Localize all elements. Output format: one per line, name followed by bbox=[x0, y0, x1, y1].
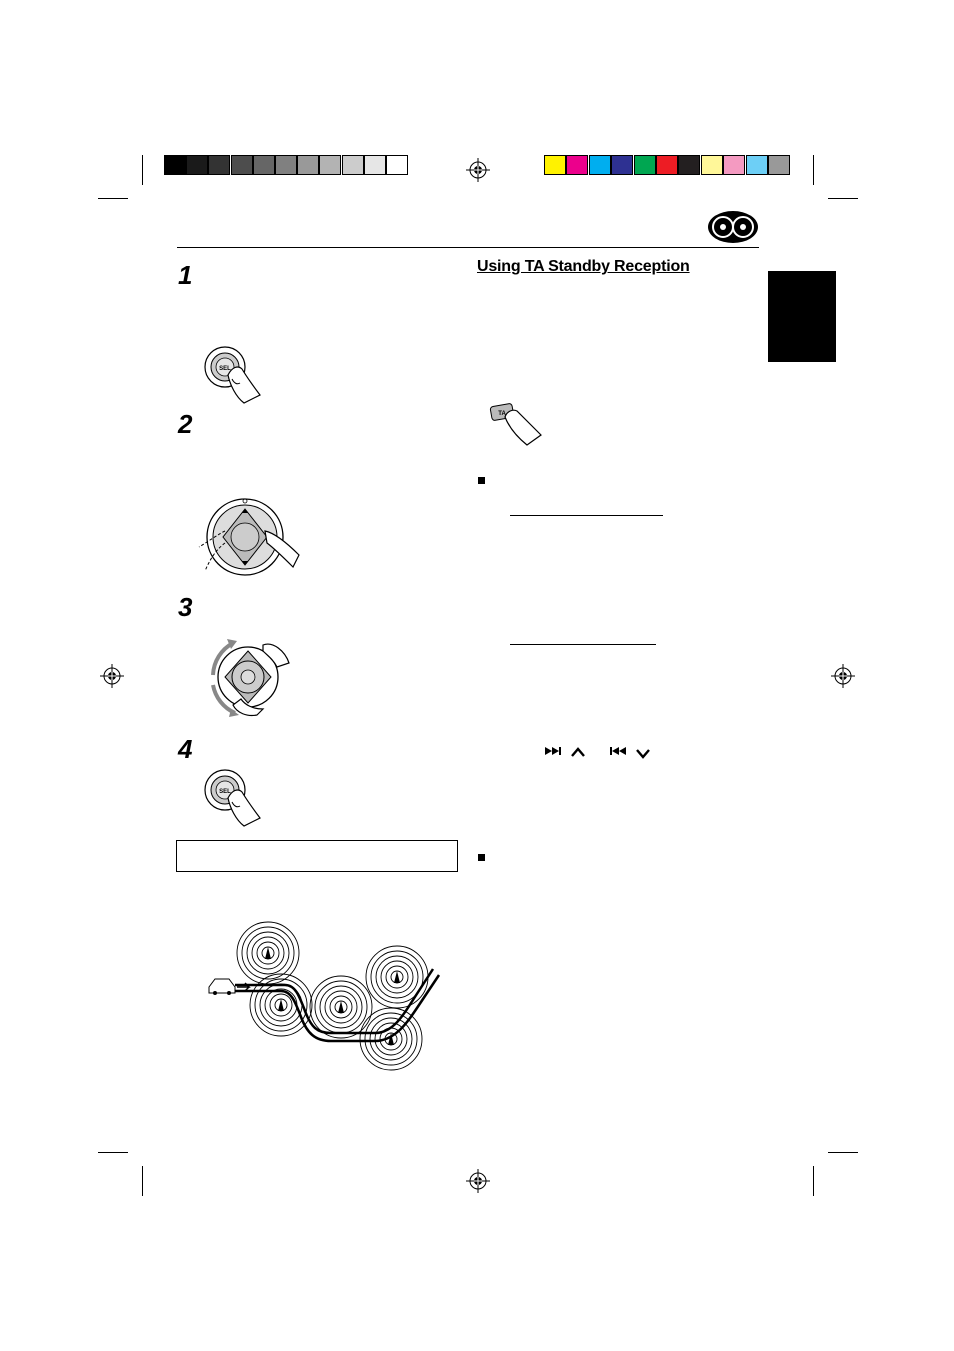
registration-swatch bbox=[186, 155, 208, 175]
registration-target-icon bbox=[831, 664, 855, 688]
sel-button-press-icon bbox=[200, 768, 270, 830]
note-box bbox=[176, 840, 458, 872]
sel-label: SEL bbox=[219, 789, 231, 795]
rds-logo-icon bbox=[707, 210, 759, 244]
registration-swatch bbox=[768, 155, 790, 175]
crop-mark bbox=[142, 155, 143, 185]
registration-target-icon bbox=[466, 1169, 490, 1193]
car-icon bbox=[209, 979, 235, 995]
registration-swatch bbox=[231, 155, 253, 175]
sub-heading-underline bbox=[510, 515, 663, 516]
sel-button-press-icon bbox=[200, 345, 270, 407]
registration-swatch bbox=[253, 155, 275, 175]
registration-swatch bbox=[164, 155, 186, 175]
registration-swatch bbox=[208, 155, 230, 175]
registration-target-icon bbox=[466, 158, 490, 182]
direction-pad-press-icon bbox=[195, 495, 305, 580]
registration-swatch bbox=[566, 155, 588, 175]
registration-swatch bbox=[386, 155, 408, 175]
registration-swatch bbox=[544, 155, 566, 175]
section-heading: Using TA Standby Reception bbox=[477, 258, 690, 275]
skip-forward-up-icon bbox=[544, 745, 588, 759]
header-rule bbox=[177, 247, 759, 248]
registration-swatch bbox=[319, 155, 341, 175]
registration-target-icon bbox=[100, 664, 124, 688]
crop-mark bbox=[828, 198, 858, 199]
registration-swatch bbox=[746, 155, 768, 175]
registration-swatch bbox=[611, 155, 633, 175]
step-number: 4 bbox=[178, 734, 193, 764]
crop-mark bbox=[98, 1152, 128, 1153]
crop-mark bbox=[813, 155, 814, 185]
registration-swatch bbox=[678, 155, 700, 175]
registration-swatch bbox=[634, 155, 656, 175]
ta-button-press-icon bbox=[487, 401, 545, 447]
registration-swatch bbox=[723, 155, 745, 175]
rotary-control-icon bbox=[203, 635, 293, 720]
language-tab bbox=[768, 271, 836, 362]
step-number: 3 bbox=[178, 592, 193, 622]
crop-mark bbox=[813, 1166, 814, 1196]
crop-mark bbox=[142, 1166, 143, 1196]
ta-label: TA bbox=[498, 411, 506, 417]
section-bullet bbox=[478, 854, 485, 861]
registration-swatch bbox=[701, 155, 723, 175]
skip-back-down-icon bbox=[609, 745, 653, 759]
crop-mark bbox=[828, 1152, 858, 1153]
sel-label: SEL bbox=[219, 366, 231, 372]
registration-swatch bbox=[589, 155, 611, 175]
sub-heading-underline bbox=[510, 644, 656, 645]
registration-swatch bbox=[364, 155, 386, 175]
registration-swatch bbox=[342, 155, 364, 175]
registration-swatch bbox=[297, 155, 319, 175]
registration-swatch bbox=[275, 155, 297, 175]
crop-mark bbox=[98, 198, 128, 199]
registration-swatch bbox=[656, 155, 678, 175]
step-number: 1 bbox=[178, 260, 193, 290]
radio-coverage-map-illustration bbox=[205, 915, 445, 1075]
step-number: 2 bbox=[178, 409, 193, 439]
section-bullet bbox=[478, 477, 485, 484]
